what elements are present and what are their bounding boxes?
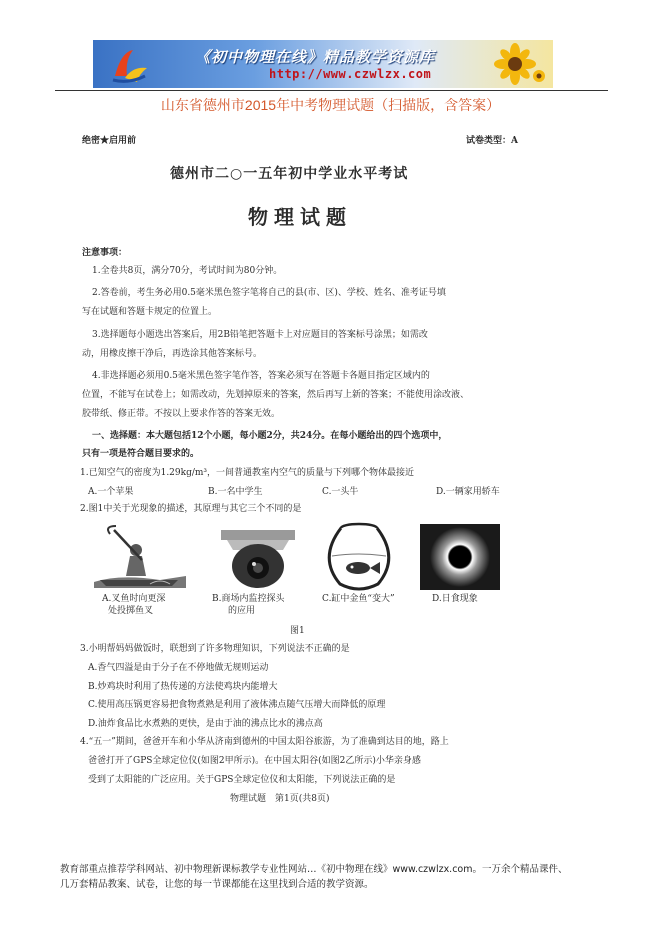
- subject-title: 物理试题: [248, 205, 352, 229]
- figure-caption-a-line1: A.叉鱼时向更深: [102, 594, 166, 604]
- note-line: 4.非选择题必须用0.5毫米黑色签字笔作答，答案必须写在答题卡各题目指定区域内的: [92, 371, 430, 381]
- question-2-stem: 2.图1中关于光现象的描述，其原理与其它三个不同的是: [80, 504, 302, 514]
- figure-caption-c: C.缸中金鱼“变大”: [322, 594, 395, 604]
- figure-caption-a-line2: 处投掷鱼叉: [108, 606, 154, 616]
- question-3-option-b: B.炒鸡块时利用了热传递的方法使鸡块内能增大: [88, 682, 278, 692]
- question-3-option-c: C.使用高压锅更容易把食物煮熟是利用了液体沸点随气压增大而降低的原理: [88, 700, 386, 710]
- figure-caption-b-line2: 的应用: [228, 606, 256, 616]
- note-line: 写在试题和答题卡规定的位置上。: [82, 307, 218, 317]
- banner-url[interactable]: http://www.czwlzx.com: [269, 67, 432, 81]
- site-logo-icon: [111, 46, 151, 84]
- section-heading: 一、选择题：本大题包括12个小题，每小题2分，共24分。在每小题给出的四个选项中，: [92, 431, 448, 441]
- question-4-line: 受到了太阳能的广泛应用。关于GPS全球定位仪和太阳能，下列说法正确的是: [88, 775, 396, 785]
- question-3-stem: 3.小明帮妈妈做饭时，联想到了许多物理知识，下列说法不正确的是: [80, 644, 350, 654]
- security-camera-icon: [217, 528, 299, 592]
- question-4-line: 爸爸打开了GPS全球定位仪(如图2甲所示)。在中国太阳谷(如图2乙所示)小华亲身感: [88, 756, 421, 766]
- header-divider: [55, 90, 608, 91]
- note-line: 位置，不能写在试卷上；如需改动，先划掉原来的答案，然后再写上新的答案；不能使用涂改液、: [82, 390, 470, 400]
- footer-note-line: 教育部重点推荐学科网站、初中物理新课标教学专业性网站…《初中物理在线》www.czwlzx.com。一万余个精品课件、: [60, 864, 568, 875]
- fishbowl-icon: [324, 522, 394, 594]
- note-line: 2.答卷前，考生务必用0.5毫米黑色签字笔将自己的县(市、区)、学校、姓名、准考证号填: [92, 288, 446, 298]
- paper-type: 试卷类型：A: [466, 136, 518, 146]
- exam-heading: 德州市二○一五年初中学业水平考试: [170, 166, 409, 182]
- footer-note-line: 几万套精品教案、试卷，让您的每一节课都能在这里找到合适的教学资源。: [60, 879, 374, 890]
- note-line: 1.全卷共8页，满分70分，考试时间为80分钟。: [92, 266, 283, 276]
- document-title: 山东省德州市2015年中考物理试题（扫描版，含答案）: [160, 97, 501, 113]
- notes-title: 注意事项：: [82, 248, 128, 258]
- secret-label: 绝密★启用前: [82, 136, 137, 146]
- question-4-line: 4.“五一”期间，爸爸开车和小华从济南到德州的中国太阳谷旅游，为了准确到达目的地，路上: [80, 737, 449, 747]
- question-1-option-c: C.一头牛: [322, 487, 359, 497]
- banner-title: 《初中物理在线》精品教学资源库: [195, 48, 436, 66]
- note-line: 动，用橡皮擦干净后，再选涂其他答案标号。: [82, 349, 263, 359]
- exam-page: [80, 124, 540, 814]
- question-1-option-b: B.一名中学生: [208, 487, 263, 497]
- figure-caption-d: D.日食现象: [432, 594, 478, 604]
- question-1-option-d: D.一辆家用轿车: [436, 487, 500, 497]
- question-3-option-d: D.油炸食品比水煮熟的更快，是由于油的沸点比水的沸点高: [88, 719, 323, 729]
- note-line: 胶带纸、修正带。不按以上要求作答的答案无效。: [82, 409, 281, 419]
- question-3-option-a: A.香气四溢是由于分子在不停地做无规则运动: [88, 663, 269, 673]
- note-line: 3.选择题每小题选出答案后，用2B铅笔把答题卡上对应题目的答案标号涂黑；如需改: [92, 330, 428, 340]
- figure-label: 图1: [290, 626, 305, 636]
- page-footer: 物理试题 第1页(共8页): [230, 794, 330, 804]
- footer-note: [60, 862, 620, 892]
- fisherman-spear-icon: [90, 524, 190, 592]
- question-1-stem: 1.已知空气的密度为1.29kg/m³，一间普通教室内空气的质量与下列哪个物体最接近: [80, 468, 415, 478]
- section-heading: 只有一项是符合题目要求的。: [82, 449, 200, 459]
- site-banner: [93, 40, 553, 88]
- figure-caption-b-line1: B.商场内监控探头: [212, 594, 285, 604]
- solar-eclipse-icon: [420, 524, 500, 590]
- sunflower-icon: [485, 42, 547, 86]
- question-1-option-a: A.一个苹果: [88, 487, 134, 497]
